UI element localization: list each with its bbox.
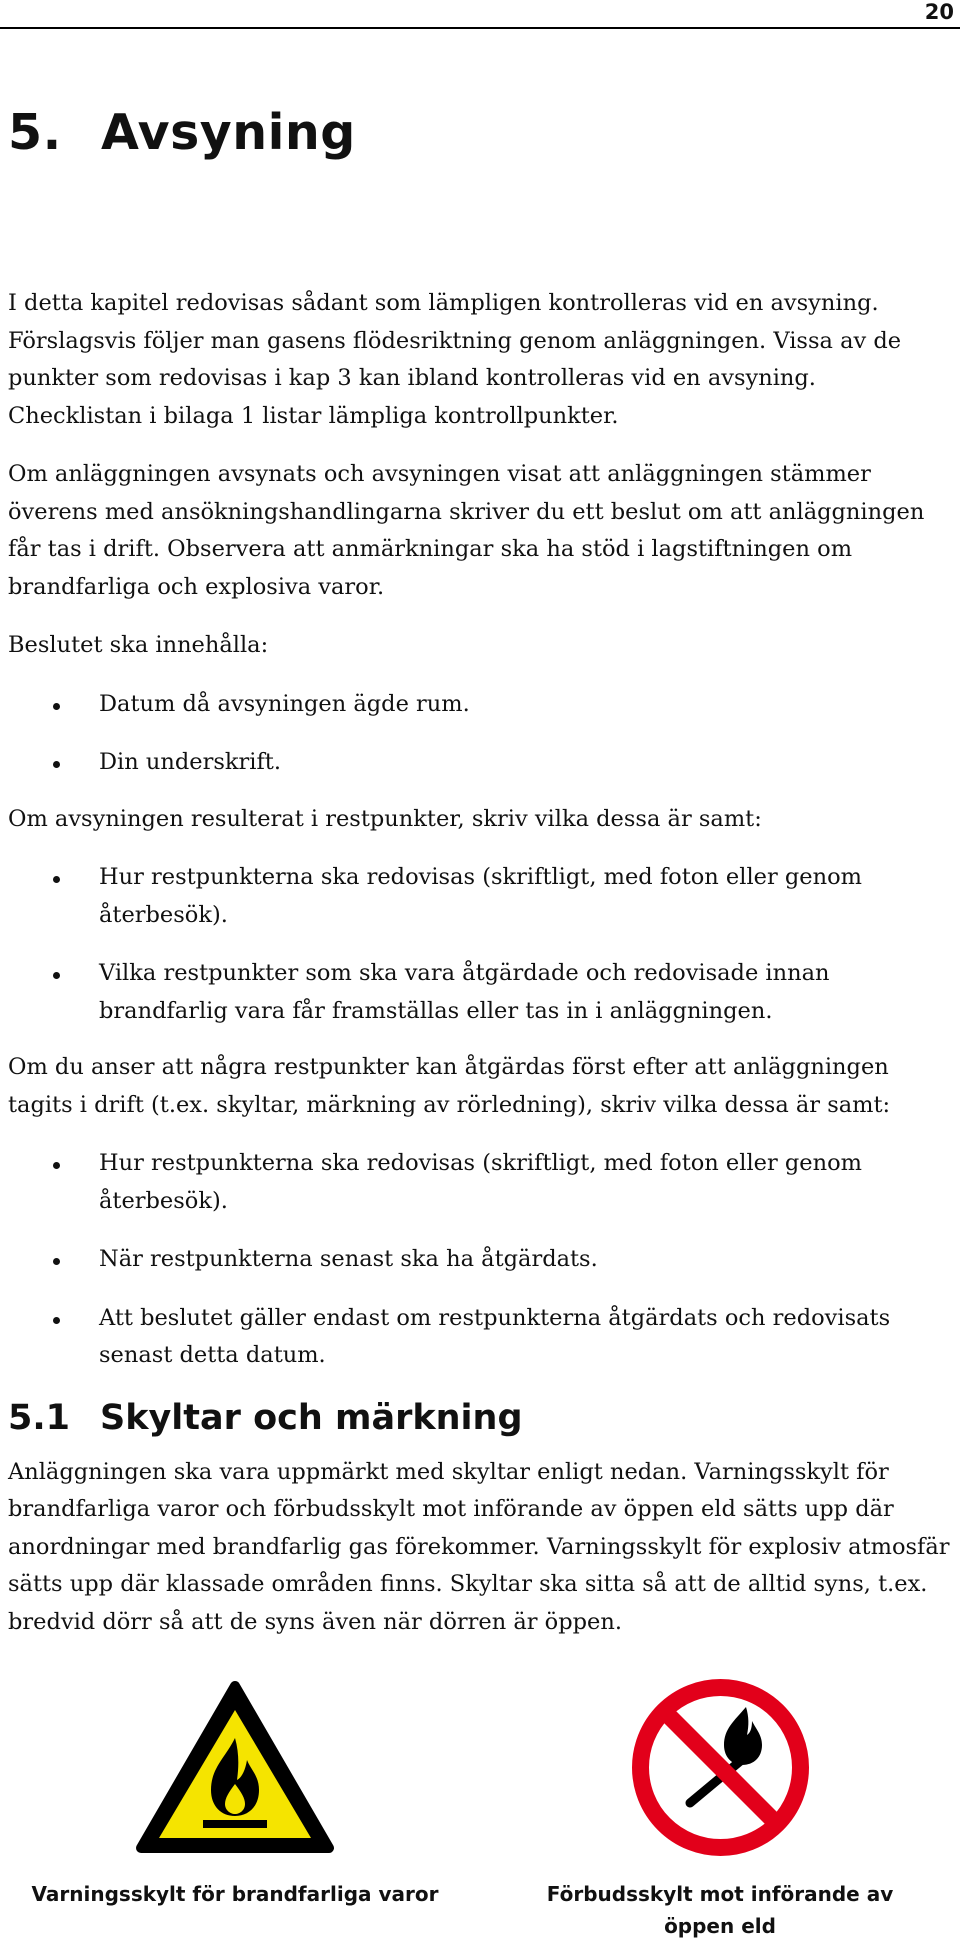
flame-base <box>203 1820 267 1828</box>
prohibition-sign-caption: Förbudsskylt mot införande av öppen eld <box>546 1882 894 1938</box>
decision-contents-paragraph: Beslutet ska innehålla: <box>8 632 269 658</box>
bullet-icon <box>53 972 60 979</box>
signs-paragraph: Anläggningen ska vara uppmärkt med skyltar enligt nedan. Varningsskylt för brandfarliga varor och förbudsskylt mot införande av öppen eld sätts upp där anordningar med brandfarlig gas förekommer. Varningsskylt för explosiv atmosfär sätts upp där klassade områden finns. Skyltar ska sitta så att de alltid syns, t.ex. bredvid dörr så att de syns även när dörren är öppen. <box>8 1458 950 1635</box>
bullet-icon <box>53 1317 60 1324</box>
section-title-text: Skyltar och märkning <box>100 1397 523 1438</box>
list-item: Hur restpunkterna ska redovisas (skriftligt, med foton eller genom återbesök). <box>8 1145 953 1220</box>
bullet-icon <box>53 1258 60 1265</box>
remaining-items-paragraph: Om avsyningen resulterat i restpunkter, skriv vilka dessa är samt: <box>8 805 762 832</box>
intro-paragraph: I detta kapitel redovisas sådant som lämpligen kontrolleras vid en avsyning. Förslagsvis följer man gasens flödesriktning genom anläggningen. Vissa av de punkter som redovisas i kap 3 kan ibland kontrolleras vid en avsyning. Checklistan i bilaga 1 listar lämpliga kontrollpunkter. <box>8 290 902 429</box>
list-item: Din underskrift. <box>8 744 953 782</box>
decision-contents-list <box>8 686 953 782</box>
body-text <box>8 285 953 1662</box>
bullet-icon <box>53 703 60 710</box>
list-item: Hur restpunkterna ska redovisas (skriftligt, med foton eller genom återbesök). <box>8 859 953 934</box>
list-item: Vilka restpunkter som ska vara åtgärdade och redovisade innan brandfarlig vara får framställas eller tas in i anläggningen. <box>8 955 953 1030</box>
list-item: Att beslutet gäller endast om restpunkterna åtgärdats och redovisats senast detta datum. <box>8 1300 953 1375</box>
page-number: 20 <box>924 0 954 24</box>
remaining-items-list <box>8 859 953 1030</box>
warning-sign-caption: Varningsskylt för brandfarliga varor <box>31 1882 439 1906</box>
bullet-icon <box>53 1162 60 1169</box>
header-rule <box>0 27 960 29</box>
no-open-flame-icon <box>628 1675 813 1860</box>
bullet-icon <box>53 876 60 883</box>
section-number: 5.1 <box>8 1397 71 1438</box>
list-item: När restpunkterna senast ska ha åtgärdats. <box>8 1241 953 1279</box>
approval-paragraph: Om anläggningen avsynats och avsyningen visat att anläggningen stämmer överens med ansökningshandlingarna skriver du ett beslut om att anläggningen får tas i drift. Observera att anmärkningar ska ha stöd i lagstiftningen om brandfarliga och explosiva varor. <box>8 461 925 600</box>
post-operation-list <box>8 1145 953 1375</box>
post-operation-paragraph: Om du anser att några restpunkter kan åtgärdas först efter att anläggningen tagits i drift (t.ex. skyltar, märkning av rörledning), skriv vilka dessa är samt: <box>8 1054 891 1118</box>
list-item: Datum då avsyningen ägde rum. <box>8 686 953 724</box>
chapter-number: 5. <box>8 104 62 161</box>
flammable-warning-icon <box>135 1680 335 1855</box>
chapter-title-text: Avsyning <box>101 104 356 161</box>
bullet-icon <box>53 761 60 768</box>
section-title <box>8 1394 953 1442</box>
chapter-title <box>8 104 356 161</box>
